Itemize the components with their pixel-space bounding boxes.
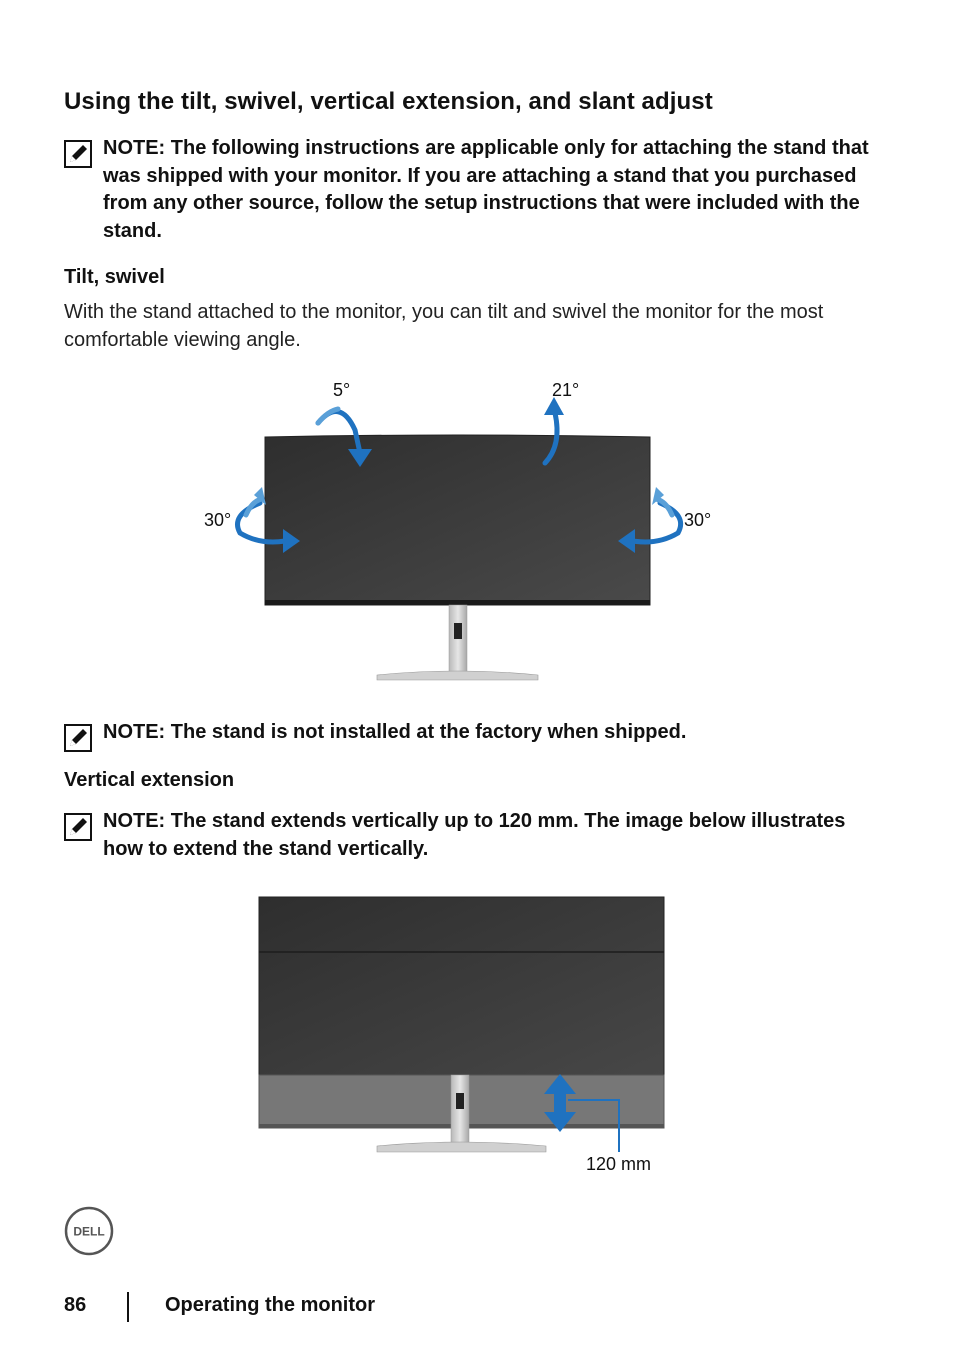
tilt-forward-label: 5° — [333, 380, 351, 400]
monitor-tilt-swivel-illustration — [190, 375, 750, 695]
tilt-swivel-description: With the stand attached to the monitor, you can tilt and swivel the monitor for the most comfortable viewing angle. — [64, 301, 824, 351]
note-pencil-icon — [64, 813, 92, 841]
note-stand-not-installed: NOTE: The stand is not installed at the factory when shipped. — [103, 721, 687, 743]
page-number: 86 — [64, 1294, 87, 1316]
section-title-tilt-swivel: Tilt, swivel — [64, 266, 165, 288]
swivel-left-label: 30° — [204, 510, 232, 530]
dell-logo-icon — [64, 1206, 114, 1256]
vertical-extension-figure — [250, 890, 680, 1190]
tilt-swivel-figure — [190, 375, 750, 695]
page-title: Using the tilt, swivel, vertical extension, and slant adjust — [64, 88, 713, 115]
note-pencil-icon — [64, 140, 92, 168]
footer-divider — [127, 1292, 129, 1322]
footer-section-title: Operating the monitor — [165, 1294, 375, 1316]
swivel-right-label: 30° — [684, 510, 712, 530]
tilt-back-label: 21° — [552, 380, 580, 400]
section-title-vertical-extension: Vertical extension — [64, 769, 235, 791]
extension-distance-label: 120 mm — [586, 1154, 652, 1174]
note-vertical-extension: NOTE: The stand extends vertically up to 120 mm. The image below illustrates how to extend the stand vertically. — [103, 810, 846, 860]
monitor-height-illustration — [250, 890, 680, 1160]
note-stand-instructions: NOTE: The following instructions are applicable only for attaching the stand that was shipped with your monitor. If you are attaching a stand that you purchased from any other source, follow the setup instructions that were included with the stand. — [103, 137, 869, 242]
svg-text:DELL: DELL — [73, 1224, 105, 1239]
note-pencil-icon — [64, 724, 92, 752]
